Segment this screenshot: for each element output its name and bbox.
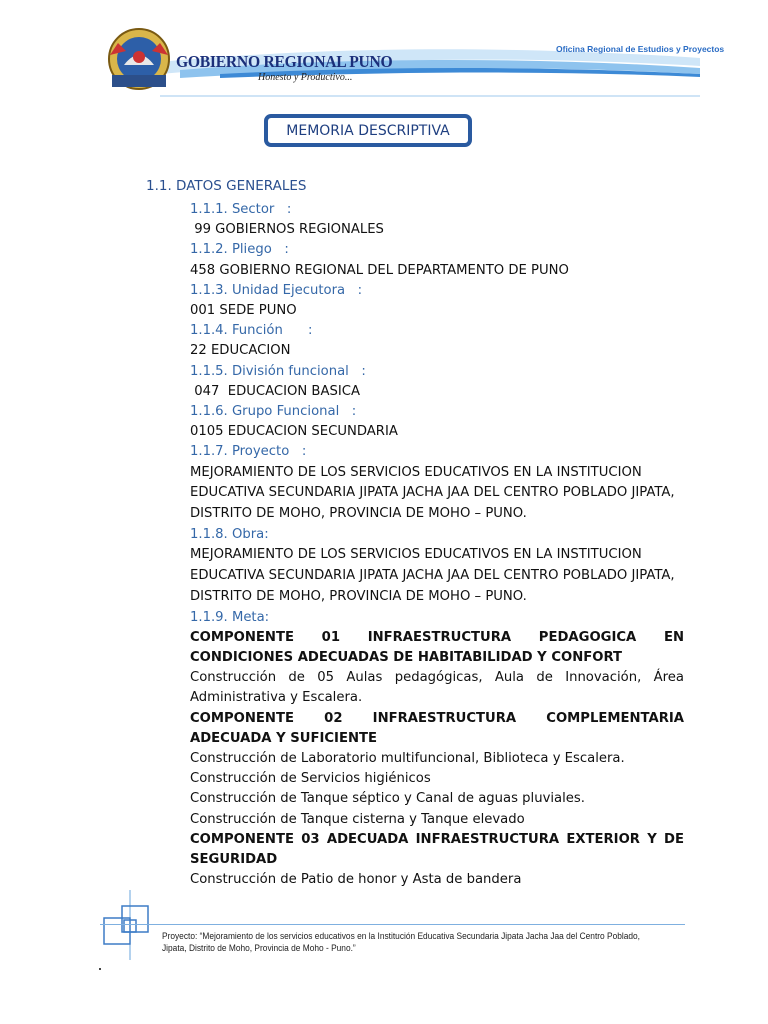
item-value-pliego: 458 GOBIERNO REGIONAL DEL DEPARTAMENTO DE PUNO bbox=[190, 262, 569, 278]
component-03-title: COMPONENTE 03 ADECUADA INFRAESTRUCTURA EXTERIOR Y DE SEGURIDAD bbox=[190, 831, 684, 868]
section-heading: 1.1. DATOS GENERALES bbox=[146, 178, 307, 194]
brand-slogan: Honesto y Productivo... bbox=[258, 72, 353, 83]
item-label-proyecto: 1.1.7. Proyecto : bbox=[190, 444, 307, 460]
component-02-item: Construcción de Servicios higiénicos bbox=[190, 771, 431, 787]
brand-name: GOBIERNO REGIONAL PUNO bbox=[176, 52, 393, 71]
component-01-title: COMPONENTE 01 INFRAESTRUCTURA PEDAGOGICA EN CONDICIONES ADECUADAS DE HABITABILIDAD Y CONFORT bbox=[190, 629, 684, 666]
component-02-item: Construcción de Tanque cisterna y Tanque elevado bbox=[190, 811, 525, 827]
item-value-division-funcional: 047 EDUCACION BASICA bbox=[190, 383, 360, 399]
item-value-proyecto: MEJORAMIENTO DE LOS SERVICIOS EDUCATIVOS EN LA INSTITUCION EDUCATIVA SECUNDARIA JIPATA JACHA JAA DEL CENTRO POBLADO JIPATA, DISTRITO DE MOHO, PROVINCIA DE MOHO – PUNO. bbox=[190, 464, 675, 522]
item-label-division-funcional: 1.1.5. División funcional : bbox=[190, 363, 366, 379]
item-value-unidad-ejecutora: 001 SEDE PUNO bbox=[190, 303, 297, 319]
footer-squares-decoration bbox=[98, 890, 168, 960]
general-data-content bbox=[190, 200, 684, 890]
component-02-item: Construcción de Tanque séptico y Canal de aguas pluviales. bbox=[190, 791, 585, 807]
item-label-unidad-ejecutora: 1.1.3. Unidad Ejecutora : bbox=[190, 282, 363, 298]
item-value-obra: MEJORAMIENTO DE LOS SERVICIOS EDUCATIVOS EN LA INSTITUCION EDUCATIVA SECUNDARIA JIPATA JACHA JAA DEL CENTRO POBLADO JIPATA, DISTRITO DE MOHO, PROVINCIA DE MOHO – PUNO. bbox=[190, 547, 675, 604]
item-value-grupo-funcional: 0105 EDUCACION SECUNDARIA bbox=[190, 424, 398, 440]
document-title: MEMORIA DESCRIPTIVA bbox=[286, 123, 450, 139]
item-label-obra: 1.1.8. Obra: bbox=[190, 527, 269, 543]
item-value-funcion: 22 EDUCACION bbox=[190, 343, 291, 359]
component-03-item: Construcción de Patio de honor y Asta de bandera bbox=[190, 872, 522, 888]
page-mark bbox=[99, 968, 101, 970]
item-label-pliego: 1.1.2. Pliego : bbox=[190, 242, 289, 258]
item-value-sector: 99 GOBIERNOS REGIONALES bbox=[190, 222, 384, 238]
item-label-funcion: 1.1.4. Función : bbox=[190, 323, 313, 339]
component-02-title: COMPONENTE 02 INFRAESTRUCTURA COMPLEMENTARIA ADECUADA Y SUFICIENTE bbox=[190, 710, 684, 746]
regional-seal-logo bbox=[106, 25, 172, 95]
document-title-box bbox=[264, 114, 472, 147]
page-header bbox=[0, 0, 768, 110]
footer-project-text: Proyecto: “Mejoramiento de los servicios educativos en la Institución Educativa Secundaria Jipata Jacha Jaa del Centro Poblado, Jipata, Distrito de Moho, Provincia de Moho - Puno.” bbox=[162, 931, 641, 953]
office-name: Oficina Regional de Estudios y Proyectos bbox=[556, 44, 725, 54]
component-02-item: Construcción de Laboratorio multifuncional, Biblioteca y Escalera. bbox=[190, 751, 625, 767]
item-label-meta: 1.1.9. Meta: bbox=[190, 609, 270, 625]
component-01-item: Construcción de 05 Aulas pedagógicas, Aula de Innovación, Área Administrativa y Escalera. bbox=[190, 670, 684, 706]
item-label-sector: 1.1.1. Sector : bbox=[190, 202, 292, 217]
item-label-grupo-funcional: 1.1.6. Grupo Funcional : bbox=[190, 404, 357, 420]
footer-divider bbox=[100, 924, 685, 925]
